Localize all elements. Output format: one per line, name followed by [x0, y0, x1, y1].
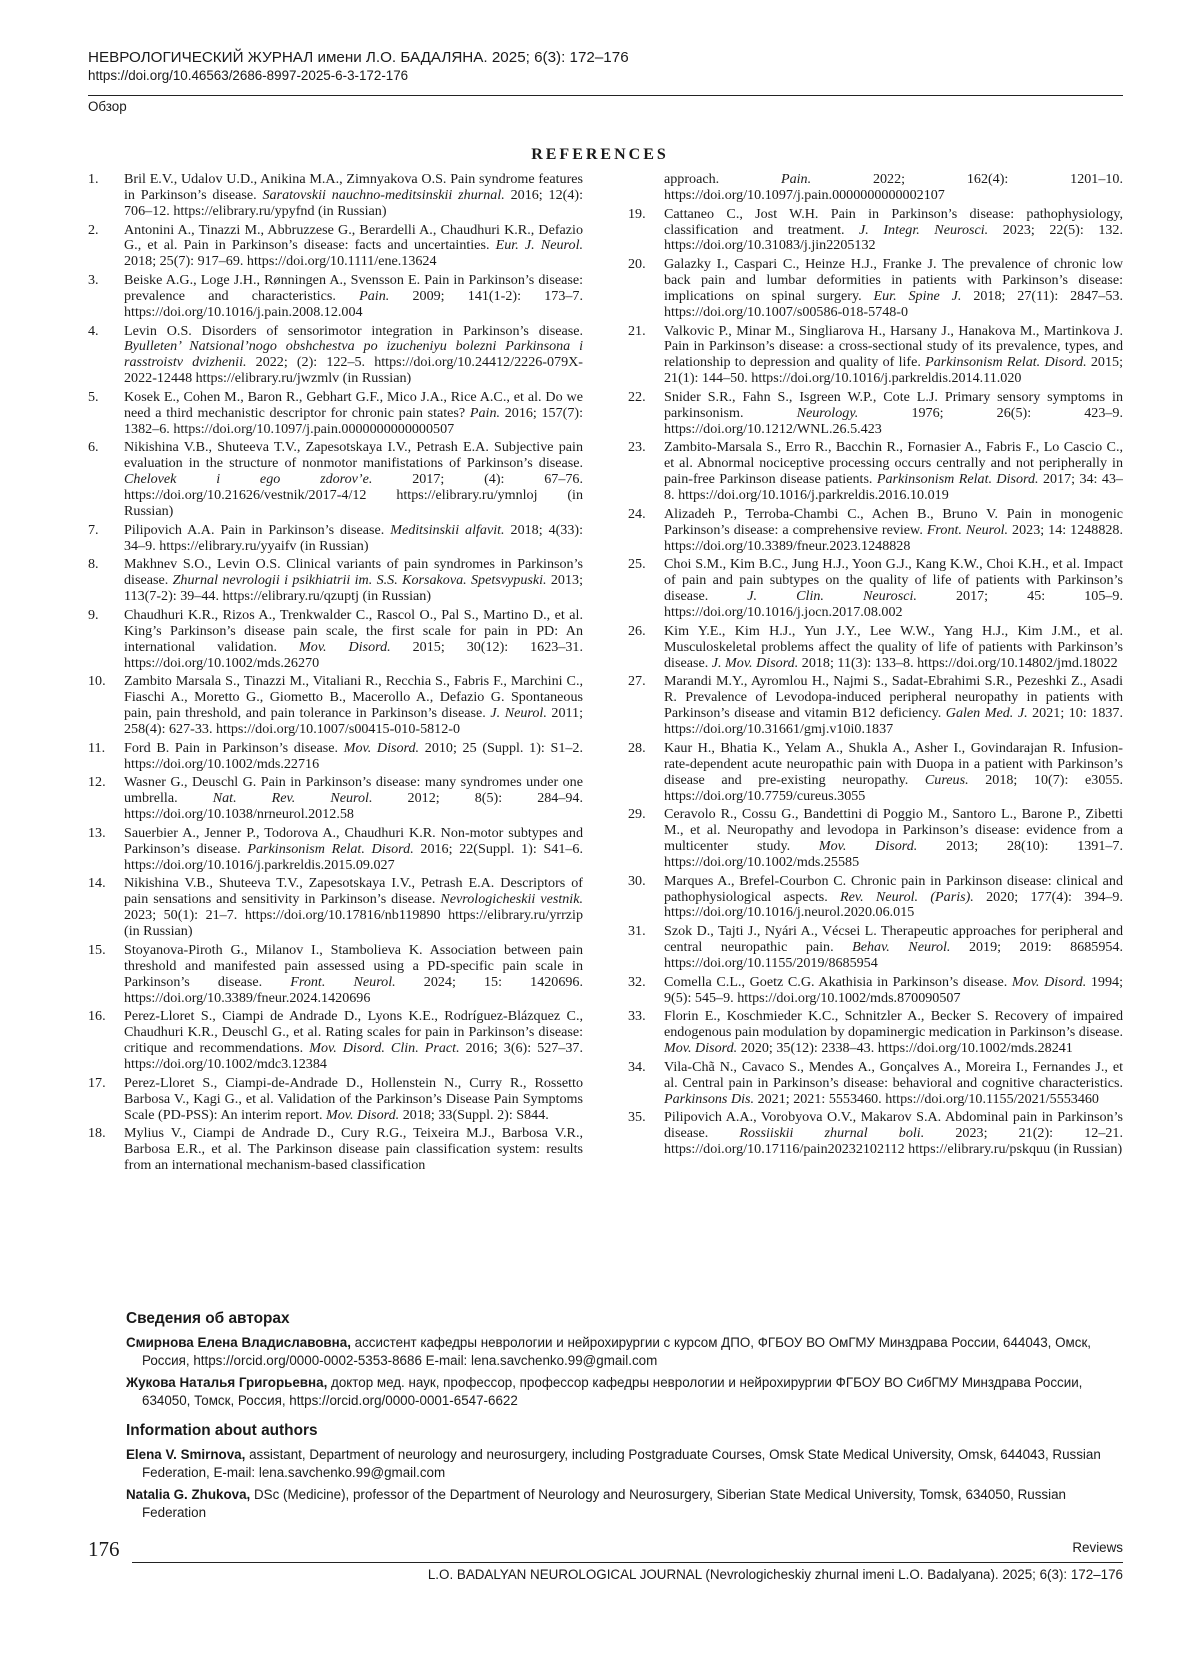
reference-details: 2013; 28(10): 1391–7. https://doi.org/10.1002/mds.25585: [664, 838, 1124, 870]
reference-details: 2020; 35(12): 2338–43. https://doi.org/10.1002/mds.28241: [737, 1040, 1073, 1057]
reference-item: [88, 1076, 583, 1124]
page-number: 176: [88, 1537, 120, 1561]
reference-text: Kosek E., Cohen M., Baron R., Gebhart G.F., Mico J.A., Rice A.C., et al. Do we need a third mechanistic descriptor for chronic pain states?: [124, 388, 583, 421]
reference-details: 2021; 10: 1837. https://doi.org/10.31661/gmj.v10i0.1837: [664, 705, 1123, 738]
reference-journal: J. Integr. Neurosci.: [859, 221, 989, 238]
reference-number: 2.: [88, 221, 99, 238]
reference-text: Stoyanova-Piroth G., Milanov I., Stambolieva K. Association between pain threshold and manifested pain assessed using a PD-specific pain scale in Parkinson’s disease.: [124, 941, 583, 990]
reference-number: 29.: [628, 806, 646, 823]
author-entry: [126, 1334, 1123, 1369]
reference-text: Comella C.L., Goetz C.G. Akathisia in Parkinson’s disease.: [664, 973, 1012, 990]
reference-text: Marandi M.Y., Ayromlou H., Najmi S., Sadat-Ebrahimi S.R., Pezeshki Z., Asadi R. Prevalence of Levodopa-induced peripheral neuropathy in patients with Parkinson’s disease and vitamin B12 deficiency.: [664, 673, 1123, 722]
reference-details: 2018; 27(11): 2847–53. https://doi.org/10.1007/s00586-018-5748-0: [664, 287, 1123, 320]
reference-number: 25.: [628, 556, 646, 573]
reference-number: 17.: [88, 1074, 106, 1091]
reference-text: Florin E., Koschmieder K.C., Schnitzler A., Becker S. Recovery of impaired endogenous pain modulation by dopaminergic medication in Parkinson’s disease.: [664, 1008, 1123, 1041]
reference-details: 2018; 11(3): 133–8. https://doi.org/10.14802/jmd.18022: [798, 654, 1118, 671]
reference-details: 2017; 34: 43–8. https://doi.org/10.1016/j.parkreldis.2016.10.019: [664, 471, 1123, 504]
reference-text: approach.: [664, 171, 781, 187]
reference-item: [628, 557, 1123, 621]
reference-number: 35.: [628, 1109, 646, 1126]
reference-text: Ceravolo R., Cossu G., Bandettini di Poggio M., Santoro L., Barone P., Zibetti M., et al. Neuropathy and levodopa in Parkinson’s disease: evidence from a multicenter study.: [664, 806, 1123, 855]
reference-item: [628, 172, 1123, 204]
references-column-right: [628, 172, 1123, 1161]
reference-number: 9.: [88, 606, 99, 623]
reference-number: 4.: [88, 322, 99, 339]
reference-number: 28.: [628, 739, 646, 756]
reference-number: 18.: [88, 1125, 106, 1142]
reference-details: 1976; 26(5): 423–9. https://doi.org/10.1212/WNL.26.5.423: [664, 404, 1123, 437]
reference-text: Antonini A., Tinazzi M., Abbruzzese G., Berardelli A., Chaudhuri K.R., Defazio G., et al. Pain in Parkinson’s disease: facts and uncertainties.: [124, 221, 583, 254]
reference-text: Nikishina V.B., Shuteeva T.V., Zapesotskaya I.V., Petrash E.A. Subjective pain evaluation in the structure of nonmotor manifistations of Parkinson’s disease.: [124, 439, 583, 472]
reference-text: Beiske A.G., Loge J.H., Rønningen A., Svensson E. Pain in Parkinson’s disease: prevalence and characteristics.: [124, 272, 583, 304]
reference-item: [628, 207, 1123, 255]
reference-number: 7.: [88, 521, 99, 538]
reference-item: [628, 741, 1123, 805]
reference-details: 2017; 45: 105–9. https://doi.org/10.1016/j.jocn.2017.08.002: [664, 588, 1123, 621]
reference-journal: Parkinsonism Relat. Disord.: [925, 354, 1087, 371]
reference-details: 2020; 177(4): 394–9. https://doi.org/10.1016/j.neurol.2020.06.015: [664, 888, 1124, 921]
reference-text: Snider S.R., Fahn S., Isgreen W.P., Cote L.J. Primary sensory symptoms in parkinsonism.: [664, 388, 1123, 421]
reference-number: 10.: [88, 673, 106, 690]
reference-number: 6.: [88, 439, 99, 456]
reference-details: 2009; 141(1-2): 173–7. https://doi.org/10.1016/j.pain.2008.12.004: [124, 287, 583, 320]
reference-journal: Front. Neurol.: [290, 973, 396, 990]
reference-details: 2023; 50(1): 21–7. https://doi.org/10.17816/nb119890 https://elibrary.ru/yrrzip (in Russian): [124, 907, 583, 940]
reference-item: [88, 608, 583, 672]
reference-details: 2018; 25(7): 917–69. https://doi.org/10.1111/ene.13624: [124, 253, 437, 270]
reference-item: [88, 741, 583, 773]
reference-details: 2018; 4(33): 34–9. https://elibrary.ru/yyaifv (in Russian): [124, 521, 584, 554]
reference-journal: Eur. J. Neurol.: [495, 237, 584, 254]
reference-text: Vila-Chã N., Cavaco S., Mendes A., Gonçalves A., Moreira I., Fernandes J., et al. Central pain in Parkinson’s disease: behavioral and cognitive characteristics.: [664, 1058, 1123, 1091]
reference-text: Valkovic P., Minar M., Singliarova H., Harsany J., Hanakova M., Martinkova J. Pain in Parkinson’s disease: a cross-sectional study of its prevalence, types, and relationship to depression and quality of life.: [664, 322, 1123, 371]
reference-details: 2011; 258(4): 627-33. https://doi.org/10.1007/s00415-010-5812-0: [124, 705, 583, 738]
reference-item: [88, 390, 583, 438]
reference-text: Szok D., Tajti J., Nyári A., Vécsei L. Therapeutic approaches for peripheral and central neuropathic pain.: [664, 923, 1123, 956]
reference-journal: Cureus.: [924, 771, 969, 788]
reference-number: 27.: [628, 673, 646, 690]
reference-text: Choi S.M., Kim B.C., Jung H.J., Yoon G.J., Kang K.W., Choi K.H., et al. Impact of pain and pain subtypes on the quality of life of patients with Parkinson’s disease.: [664, 556, 1123, 605]
reference-number: 31.: [628, 923, 646, 940]
author-name: Natalia G. Zhukova,: [126, 1487, 251, 1502]
author-affiliation: assistant, Department of neurology and neurosurgery, including Postgraduate Courses, Omsk State Medical University, Omsk, 644043, Russian Federation, E-mail: lena.savchenko.99@gmail.com: [142, 1447, 1101, 1480]
author-entry: [126, 1486, 1123, 1521]
reference-text: Marques A., Brefel-Courbon C. Chronic pain in Parkinson disease: clinical and pathophysiological aspects.: [664, 872, 1123, 905]
reference-text: Perez-Lloret S., Ciampi de Andrade D., Lyons K.E., Rodríguez-Blázquez C., Chaudhuri K.R., Deuschl G., et al. Rating scales for pain in Parkinson’s disease: critique and recommendations.: [124, 1008, 583, 1057]
authors-ru-heading: Сведения об авторах: [126, 1310, 290, 1327]
reference-text: Zambito Marsala S., Tinazzi M., Vitaliani R., Recchia S., Fabris F., Marchini C., Fiaschi A., Moretto G., Giometto B., Macerollo A., Defazio G. Spontaneous pain, pain threshold, and pain tolerance in Parkinson’s disease.: [124, 673, 583, 722]
reference-details: 2013; 113(7-2): 39–44. https://elibrary.ru/qzuptj (in Russian): [124, 572, 583, 605]
header-divider: [88, 95, 1123, 96]
reference-number: 1.: [88, 171, 99, 187]
reference-number: 12.: [88, 774, 106, 791]
reference-journal: Rossiiskii zhurnal boli.: [739, 1125, 925, 1142]
article-doi[interactable]: https://doi.org/10.46563/2686-8997-2025-6-3-172-176: [88, 68, 409, 83]
author-info: [126, 1309, 1123, 1526]
reference-details: 2016; 3(6): 527–37. https://doi.org/10.1002/mdc3.12384: [124, 1040, 583, 1072]
reference-text: Zambito-Marsala S., Erro R., Bacchin R., Fornasier A., Fabris F., Lo Cascio C., et al. Abnormal nociceptive processing occurs centrally and not peripherally in pain-free Parkinson disease patients.: [664, 439, 1123, 488]
references-heading: REFERENCES: [531, 146, 669, 163]
reference-journal: Mov. Disord.: [818, 838, 918, 855]
authors-ru-section: [126, 1309, 1123, 1409]
reference-journal: Mov. Disord.: [299, 638, 391, 655]
reference-text: Bril E.V., Udalov U.D., Anikina M.A., Zimnyakova O.S. Pain syndrome features in Parkinson’s disease.: [124, 171, 583, 203]
reference-text: Kim Y.E., Kim H.J., Yun J.Y., Lee W.W., Yang H.J., Kim J.M., et al. Musculoskeletal problems affect the quality of life of patients with Parkinson’s disease.: [664, 622, 1123, 671]
footer-journal-line: L.O. BADALYAN NEUROLOGICAL JOURNAL (Nevrologicheskiy zhurnal imeni L.O. Badalyana). 2025; 6(3): 172–176: [427, 1567, 1123, 1582]
reference-number: 32.: [628, 973, 646, 990]
reference-item: [628, 975, 1123, 1007]
reference-details: 2018; 10(7): e3055. https://doi.org/10.7759/cureus.3055: [664, 771, 1123, 804]
reference-item: [88, 440, 583, 520]
reference-details: 2016; 12(4): 706–12. https://elibrary.ru/ypyfnd (in Russian): [124, 186, 584, 219]
reference-item: [628, 257, 1123, 321]
reference-number: 13.: [88, 824, 106, 841]
author-name: Жукова Наталья Григорьевна,: [126, 1375, 328, 1390]
footer-divider: [132, 1562, 1123, 1563]
reference-item: [88, 523, 583, 555]
reference-text: Kaur H., Bhatia K., Yelam A., Shukla A., Asher I., Govindarajan R. Infusion-rate-dependent acute neuropathic pain with Duopa in a patient with Parkinson’s disease and pre-existing neuropathy.: [664, 739, 1123, 788]
reference-journal: Chelovek i ego zdorov’e.: [124, 471, 373, 488]
reference-journal: Parkinsonism Relat. Disord.: [876, 471, 1039, 488]
reference-item: [628, 1009, 1123, 1057]
reference-text: Nikishina V.B., Shuteeva T.V., Zapesotskaya I.V., Petrash E.A. Descriptors of pain sensations and sensitivity in Parkinson’s disease.: [124, 875, 583, 908]
reference-text: Alizadeh P., Terroba-Chambi C., Achen B., Bruno V. Pain in monogenic Parkinson’s disease: a comprehensive review.: [664, 505, 1123, 538]
reference-item: [628, 1060, 1123, 1108]
authors-ru-list: [126, 1334, 1123, 1409]
reference-text: Perez-Lloret S., Ciampi-de-Andrade D., Hollenstein N., Curry R., Rossetto Barbosa V., Kagi G., et al. Validation of the Parkinson’s Disease Pain Symptoms Scale (PD-PSS): An interim report.: [124, 1074, 583, 1123]
reference-number: 14.: [88, 875, 106, 892]
reference-number: 3.: [88, 272, 99, 289]
reference-number: 24.: [628, 505, 646, 522]
reference-item: [628, 674, 1123, 738]
reference-number: 30.: [628, 872, 646, 889]
authors-en-list: [126, 1446, 1123, 1521]
reference-details: 2015; 30(12): 1623–31. https://doi.org/10.1002/mds.26270: [124, 638, 583, 671]
authors-en-heading: Information about authors: [126, 1422, 318, 1439]
authors-en-section: [126, 1421, 1123, 1521]
reference-journal: Parkinsons Dis.: [664, 1090, 755, 1107]
reference-journal: Eur. Spine J.: [873, 287, 962, 304]
reference-journal: Mov. Disord.: [664, 1040, 738, 1057]
reference-journal: Pain.: [780, 171, 812, 187]
reference-number: 34.: [628, 1058, 646, 1075]
reference-details: 2012; 8(5): 284–94. https://doi.org/10.1038/nrneurol.2012.58: [124, 790, 584, 823]
reference-item: [88, 876, 583, 940]
reference-item: [628, 874, 1123, 922]
reference-details: 2015; 21(1): 144–50. https://doi.org/10.1016/j.parkreldis.2014.11.020: [664, 354, 1123, 387]
reference-journal: Zhurnal nevrologii i psikhiatrii im. S.S. Korsakova. Spetsvypuski.: [172, 572, 547, 589]
reference-journal: Pain.: [469, 404, 501, 421]
reference-details: 2024; 15: 1420696. https://doi.org/10.3389/fneur.2024.1420696: [124, 973, 584, 1006]
reference-journal: Neurology.: [796, 404, 859, 421]
reference-text: Mylius V., Ciampi de Andrade D., Cury R.G., Teixeira M.J., Barbosa V.R., Barbosa E.R., et al. The Parkinson disease pain classification system: results from an international mechanism-based classification: [124, 1125, 583, 1174]
reference-journal: J. Clin. Neurosci.: [747, 588, 917, 605]
author-affiliation: ассистент кафедры неврологии и нейрохирургии с курсом ДПО, ФГБОУ ВО ОмГМУ Минздрава России, 644043, Омск, Россия, https://orcid.org/0000-0002-5353-8686 E-mail: lena.savchenko.99@gmail.com: [142, 1335, 1092, 1368]
reference-number: 8.: [88, 556, 99, 573]
reference-item: [88, 674, 583, 738]
section-label: Обзор: [88, 99, 127, 114]
author-name: Elena V. Smirnova,: [126, 1447, 246, 1462]
reference-number: 15.: [88, 941, 106, 958]
reference-journal: Nevrologicheskii vestnik.: [440, 891, 583, 908]
reference-item: [628, 440, 1123, 504]
reference-journal: Mov. Disord. Clin. Pract.: [309, 1040, 460, 1057]
reference-text: Cattaneo C., Jost W.H. Pain in Parkinson’s disease: pathophysiology, classification and treatment.: [664, 205, 1123, 238]
reference-number: 11.: [88, 739, 106, 756]
reference-details: 2022; 162(4): 1201–10. https://doi.org/10.1097/j.pain.0000000000002107: [664, 171, 1123, 203]
reference-details: 2018; 33(Suppl. 2): S844.: [399, 1106, 549, 1123]
journal-header-line: НЕВРОЛОГИЧЕСКИЙ ЖУРНАЛ имени Л.О. БАДАЛЯНА. 2025; 6(3): 172–176: [88, 49, 629, 66]
reference-details: 2023; 22(5): 132. https://doi.org/10.31083/j.jin2205132: [664, 221, 1123, 254]
reference-text: Makhnev S.O., Levin O.S. Clinical variants of pain syndromes in Parkinson’s disease.: [124, 556, 583, 589]
reference-text: Pilipovich A.A. Pain in Parkinson’s disease.: [124, 521, 391, 538]
reference-item: [88, 172, 583, 220]
reference-item: [628, 507, 1123, 555]
reference-item: [628, 324, 1123, 388]
reference-item: [628, 1110, 1123, 1158]
reference-journal: J. Neurol.: [490, 705, 547, 722]
reference-journal: Mov. Disord.: [326, 1106, 400, 1123]
reference-number: 21.: [628, 322, 646, 339]
author-name: Смирнова Елена Владиславовна,: [126, 1335, 351, 1350]
reference-details: 2023; 21(2): 12–21. https://doi.org/10.17116/pain20232102112 https://elibrary.ru/pskquu (in Russian): [664, 1125, 1123, 1158]
reference-details: 1994; 9(5): 545–9. https://doi.org/10.1002/mds.870090507: [664, 973, 1123, 1006]
reference-number: 26.: [628, 622, 646, 639]
reference-journal: J. Mov. Disord.: [711, 654, 799, 671]
author-affiliation: DSc (Medicine), professor of the Department of Neurology and Neurosurgery, Siberian State Medical University, Tomsk, 634050, Russian Federation: [142, 1487, 1066, 1520]
reference-number: 23.: [628, 439, 646, 456]
reference-item: [88, 1126, 583, 1174]
footer-section-label: Reviews: [1072, 1540, 1123, 1555]
reference-details: 2016; 157(7): 1382–6. https://doi.org/10.1097/j.pain.0000000000000507: [124, 404, 584, 437]
reference-item: [88, 324, 583, 388]
reference-item: [628, 807, 1123, 871]
reference-number: 19.: [628, 205, 646, 222]
author-affiliation: доктор мед. наук, профессор, профессор кафедры неврологии и нейрохирургии ФГБОУ ВО СибГМУ Минздрава России, 634050, Томск, Россия, https://orcid.org/0000-0001-6547-6622: [142, 1375, 1083, 1408]
author-entry: [126, 1374, 1123, 1409]
reference-journal: Parkinsonism Relat. Disord.: [247, 840, 414, 857]
reference-journal: Mov. Disord.: [343, 739, 420, 756]
reference-item: [628, 390, 1123, 438]
reference-item: [88, 223, 583, 271]
reference-journal: Pain.: [359, 287, 390, 304]
reference-journal: Rev. Neurol. (Paris).: [840, 888, 974, 905]
reference-number: 22.: [628, 388, 646, 405]
reference-text: Pilipovich A.A., Vorobyova O.V., Makarov S.A. Abdominal pain in Parkinson’s disease.: [664, 1109, 1123, 1142]
reference-journal: Front. Neurol.: [926, 521, 1009, 538]
reference-journal: Behav. Neurol.: [852, 939, 951, 956]
reference-details: 2017; (4): 67–76. https://doi.org/10.21626/vestnik/2017-4/12 https://elibrary.ru/ymnloj (in Russian): [124, 471, 583, 520]
reference-journal: Saratovskii nauchno-meditsinskii zhurnal.: [262, 186, 505, 203]
reference-text: Levin O.S. Disorders of sensorimotor integration in Parkinson’s disease.: [124, 322, 583, 339]
reference-item: [88, 775, 583, 823]
reference-details: 2010; 25 (Suppl. 1): S1–2. https://doi.org/10.1002/mds.22716: [124, 739, 583, 772]
reference-details: 2016; 22(Suppl. 1): S41–6. https://doi.org/10.1016/j.parkreldis.2015.09.027: [124, 840, 583, 873]
reference-text: Wasner G., Deuschl G. Pain in Parkinson’s disease: many syndromes under one umbrella.: [124, 774, 583, 807]
reference-details: 2019; 2019: 8685954. https://doi.org/10.1155/2019/8685954: [664, 939, 1123, 971]
reference-text: Galazky I., Caspari C., Heinze H.J., Franke J. The prevalence of chronic low back pain and lumbar deformities in patients with Parkinson’s disease: implications on spinal surgery.: [664, 256, 1123, 304]
running-header: [88, 48, 1123, 85]
reference-item: [88, 557, 583, 605]
reference-number: 5.: [88, 388, 99, 405]
reference-text: Ford B. Pain in Parkinson’s disease.: [124, 739, 344, 756]
reference-journal: Galen Med. J.: [945, 705, 1028, 722]
reference-text: Sauerbier A., Jenner P., Todorova A., Chaudhuri K.R. Non-motor subtypes and Parkinson’s disease.: [124, 824, 583, 857]
reference-details: 2022; (2): 122–5. https://doi.org/10.24412/2226-079X-2022-12448 https://elibrary.ru/jwzmlv (in Russian): [124, 354, 583, 387]
reference-journal: Meditsinskii alfavit.: [390, 521, 505, 538]
reference-item: [88, 273, 583, 321]
reference-journal: Mov. Disord.: [1011, 973, 1087, 990]
reference-item: [628, 924, 1123, 972]
reference-number: 16.: [88, 1008, 106, 1025]
reference-item: [88, 826, 583, 874]
reference-text: Chaudhuri K.R., Rizos A., Trenkwalder C., Rascol O., Pal S., Martino D., et al. King’s Parkinson’s disease pain scale, the first scale for pain in PD: An international validation.: [124, 606, 583, 655]
reference-item: [628, 624, 1123, 672]
reference-journal: Byulleten’ Natsional’nogo obshchestva po izucheniyu bolezni Parkinsona i rasstroistv dvizhenii.: [124, 338, 583, 371]
reference-item: [88, 1009, 583, 1073]
reference-item: [88, 943, 583, 1007]
reference-details: 2023; 14: 1248828. https://doi.org/10.3389/fneur.2023.1248828: [664, 521, 1123, 554]
author-entry: [126, 1446, 1123, 1481]
reference-details: 2021; 2021: 5553460. https://doi.org/10.1155/2021/5553460: [754, 1090, 1099, 1107]
references-column-left: [88, 172, 583, 1177]
reference-journal: Nat. Rev. Neurol.: [212, 790, 373, 807]
reference-number: 20.: [628, 256, 646, 273]
reference-number: 33.: [628, 1008, 646, 1025]
